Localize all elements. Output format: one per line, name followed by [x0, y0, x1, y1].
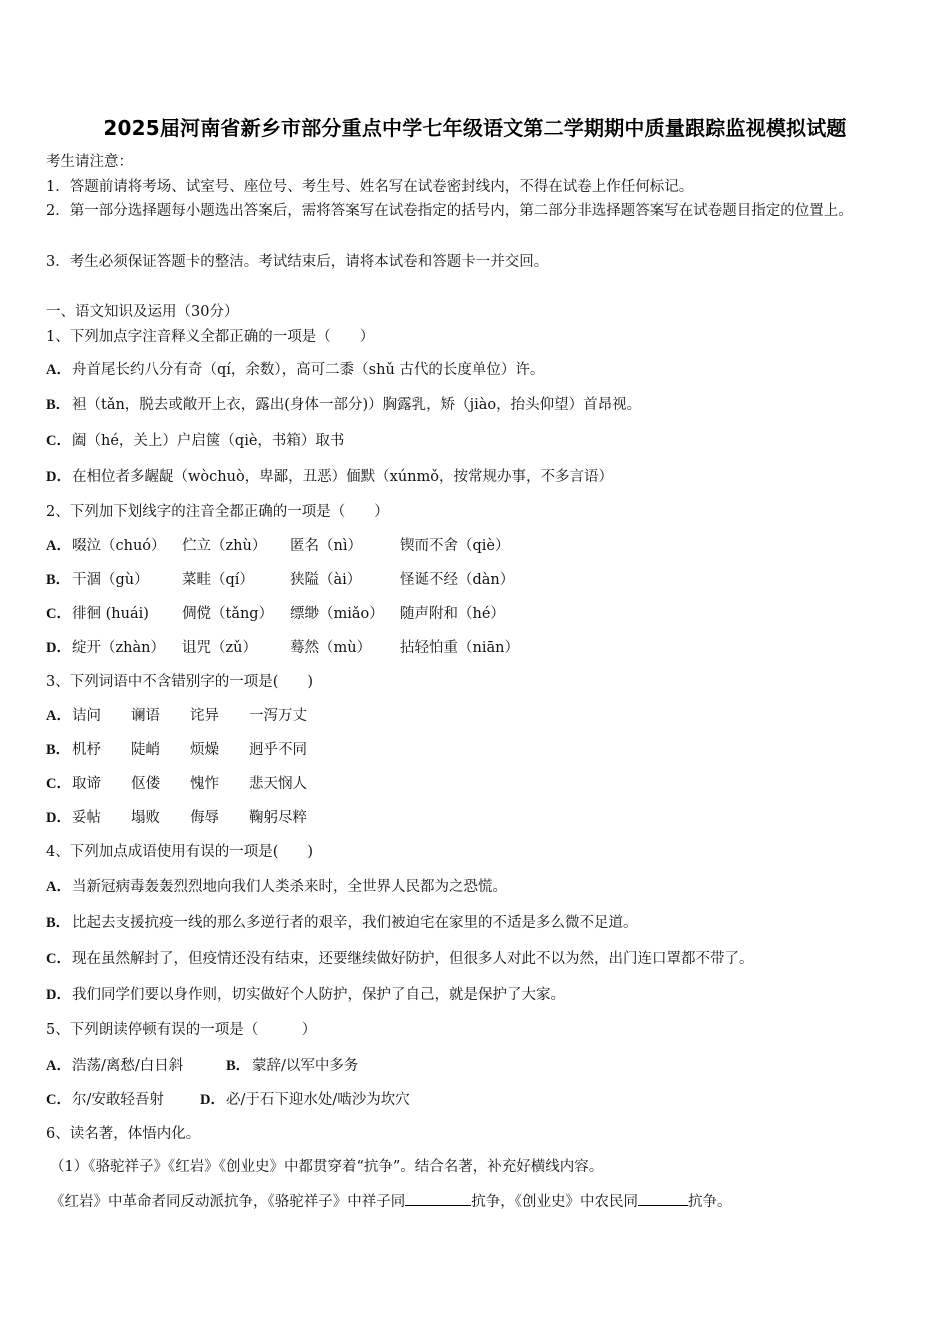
option-letter: C．: [46, 951, 71, 967]
option-cell: 缥缈（miǎo）: [290, 606, 384, 622]
option-cell: 干涸（gù）: [72, 572, 149, 588]
option-cell: 机杼: [72, 742, 101, 758]
option-letter: D．: [46, 469, 71, 485]
option-text: 浩荡/离愁/白日斜: [72, 1058, 184, 1074]
option-letter: B．: [226, 1058, 251, 1074]
option-cell: 诅咒（zǔ）: [182, 640, 257, 656]
answer-blank[interactable]: [638, 1191, 688, 1206]
question-5-row-2: [46, 1090, 410, 1110]
option-cell: 徘徊 (huái): [72, 606, 149, 622]
option-letter: A．: [46, 708, 71, 724]
option-cell: 拈轻怕重（niān）: [400, 640, 519, 656]
option-cell: 伫立（zhù）: [182, 538, 267, 554]
option-text: 当新冠病毒轰轰烈烈地向我们人类杀来时，全世界人民都为之恐慌。: [72, 879, 507, 895]
option-cell: 绽开（zhàn）: [72, 640, 165, 656]
option-cell: 迥乎不同: [249, 742, 307, 758]
question-4-stem: 4、下列加点成语使用有误的一项是( ): [46, 844, 314, 860]
option-text: 我们同学们要以身作则，切实做好个人防护，保护了自己，就是保护了大家。: [72, 987, 565, 1003]
fill-text: 抗争，《创业史》中农民同: [471, 1194, 638, 1210]
question-6-fill-line: [50, 1191, 732, 1212]
option-cell: 谰语: [131, 708, 160, 724]
question-5-stem: 5、下列朗读停顿有误的一项是（ ）: [46, 1022, 317, 1038]
question-1-option-d: [46, 467, 613, 487]
option-cell: 倜傥（tǎng）: [182, 606, 274, 622]
option-letter: B．: [46, 572, 71, 588]
option-cell: 愧怍: [190, 776, 219, 792]
question-4-option-a: [46, 877, 507, 897]
option-text: 尔/安敢轻吾射: [72, 1092, 164, 1108]
question-6-stem: 6、读名著，体悟内化。: [46, 1126, 201, 1142]
option-letter: C．: [46, 606, 71, 622]
option-letter: C．: [46, 1092, 71, 1108]
fill-text: 抗争。: [688, 1194, 732, 1210]
option-letter: A．: [46, 1058, 71, 1074]
question-3-option-d: [46, 808, 307, 828]
option-cell: 取谛: [72, 776, 101, 792]
question-4-option-c: [46, 949, 754, 969]
option-letter: A．: [46, 879, 71, 895]
question-1-stem: 1、下列加点字注音释义全都正确的一项是（ ）: [46, 329, 375, 345]
option-cell: 怪诞不经（dàn）: [400, 572, 515, 588]
option-cell: 烦燥: [190, 742, 219, 758]
option-letter: D．: [46, 987, 71, 1003]
option-letter: C．: [46, 776, 71, 792]
answer-blank[interactable]: [405, 1191, 471, 1206]
option-cell: 狭隘（ài）: [290, 572, 362, 588]
option-letter: B．: [46, 915, 71, 931]
question-4-option-d: [46, 985, 565, 1005]
option-cell: 妥帖: [72, 810, 101, 826]
question-5-row-1: [46, 1056, 358, 1076]
option-letter: B．: [46, 397, 71, 413]
option-cell: 蓦然（mù）: [290, 640, 372, 656]
option-cell: 伛偻: [131, 776, 160, 792]
notice-heading: 考生请注意：: [46, 154, 133, 170]
option-text: 必/于石下迎水处/啮沙为坎穴: [226, 1092, 410, 1108]
option-letter: D．: [46, 810, 71, 826]
option-letter: A．: [46, 362, 71, 378]
option-cell: 匿名（nì）: [290, 538, 362, 554]
option-letter: C．: [46, 433, 71, 449]
option-cell: 鞠躬尽粹: [249, 810, 307, 826]
option-text: 阖（hé，关上）户启箧（qiè，书箱）取书: [72, 433, 345, 449]
option-text: 比起去支援抗疫一线的那么多逆行者的艰辛，我们被迫宅在家里的不适是多么微不足道。: [72, 915, 638, 931]
option-text: 现在虽然解封了，但疫情还没有结束，还要继续做好防护，但很多人对此不以为然，出门连口罩都不带了。: [72, 951, 754, 967]
question-2-option-c: [46, 604, 505, 624]
question-2-option-d: [46, 638, 519, 658]
question-2-option-a: [46, 536, 510, 556]
question-6-sub-1: （1）《骆驼祥子》《红岩》《创业史》中都贯穿着“抗争”。结合名著，补充好横线内容。: [50, 1159, 604, 1175]
notice-item-1: 1．答题前请将考场、试室号、座位号、考生号、姓名写在试卷密封线内，不得在试卷上作任何标记。: [46, 179, 694, 195]
page-title: 2025届河南省新乡市部分重点中学七年级语文第二学期期中质量跟踪监视模拟试题: [103, 116, 847, 140]
question-3-stem: 3、下列词语中不含错别字的一项是( ): [46, 674, 314, 690]
notice-item-2: 2．第一部分选择题每小题选出答案后，需将答案写在试卷指定的括号内，第二部分非选择题答案写在试卷题目指定的位置上。: [46, 203, 853, 219]
option-letter: B．: [46, 742, 71, 758]
notice-item-3: 3．考生必须保证答题卡的整洁。考试结束后，请将本试卷和答题卡一并交回。: [46, 254, 549, 270]
option-text: 舟首尾长约八分有奇（qí，余数），高可二黍（shǔ 古代的长度单位）许。: [72, 362, 545, 378]
question-2-option-b: [46, 570, 514, 590]
option-cell: 侮辱: [190, 810, 219, 826]
question-1-option-c: [46, 431, 344, 451]
fill-text: 《红岩》中革命者同反动派抗争，《骆驼祥子》中祥子同: [50, 1194, 406, 1210]
option-letter: A．: [46, 538, 71, 554]
option-cell: 啜泣（chuó）: [72, 538, 166, 554]
option-letter: D．: [200, 1092, 225, 1108]
option-cell: 塌败: [131, 810, 160, 826]
option-cell: 菜畦（qí）: [182, 572, 254, 588]
section-heading: 一、语文知识及运用（30分）: [46, 304, 239, 320]
option-cell: 诘问: [72, 708, 101, 724]
option-text: 蒙辞/以军中多务: [252, 1058, 359, 1074]
question-1-option-b: [46, 395, 641, 415]
option-cell: 锲而不舍（qiè）: [400, 538, 510, 554]
option-cell: 随声附和（hé）: [400, 606, 505, 622]
question-2-stem: 2、下列加下划线字的注音全都正确的一项是（ ）: [46, 504, 389, 520]
option-text: 袒（tǎn，脱去或敞开上衣，露出(身体一部分)）胸露乳，矫（jiào，抬头仰望）首昂视。: [72, 397, 642, 413]
question-3-option-c: [46, 774, 307, 794]
option-cell: 悲天悯人: [249, 776, 307, 792]
question-1-option-a: [46, 360, 544, 380]
question-4-option-b: [46, 913, 638, 933]
option-cell: 一泻万丈: [249, 708, 307, 724]
option-text: 在相位者多龌龊（wòchuò，卑鄙，丑恶）偭默（xúnmǒ，按常规办事，不多言语）: [72, 469, 614, 485]
option-cell: 陡峭: [131, 742, 160, 758]
question-3-option-a: [46, 706, 307, 726]
question-3-option-b: [46, 740, 307, 760]
option-cell: 诧异: [190, 708, 219, 724]
option-letter: D．: [46, 640, 71, 656]
